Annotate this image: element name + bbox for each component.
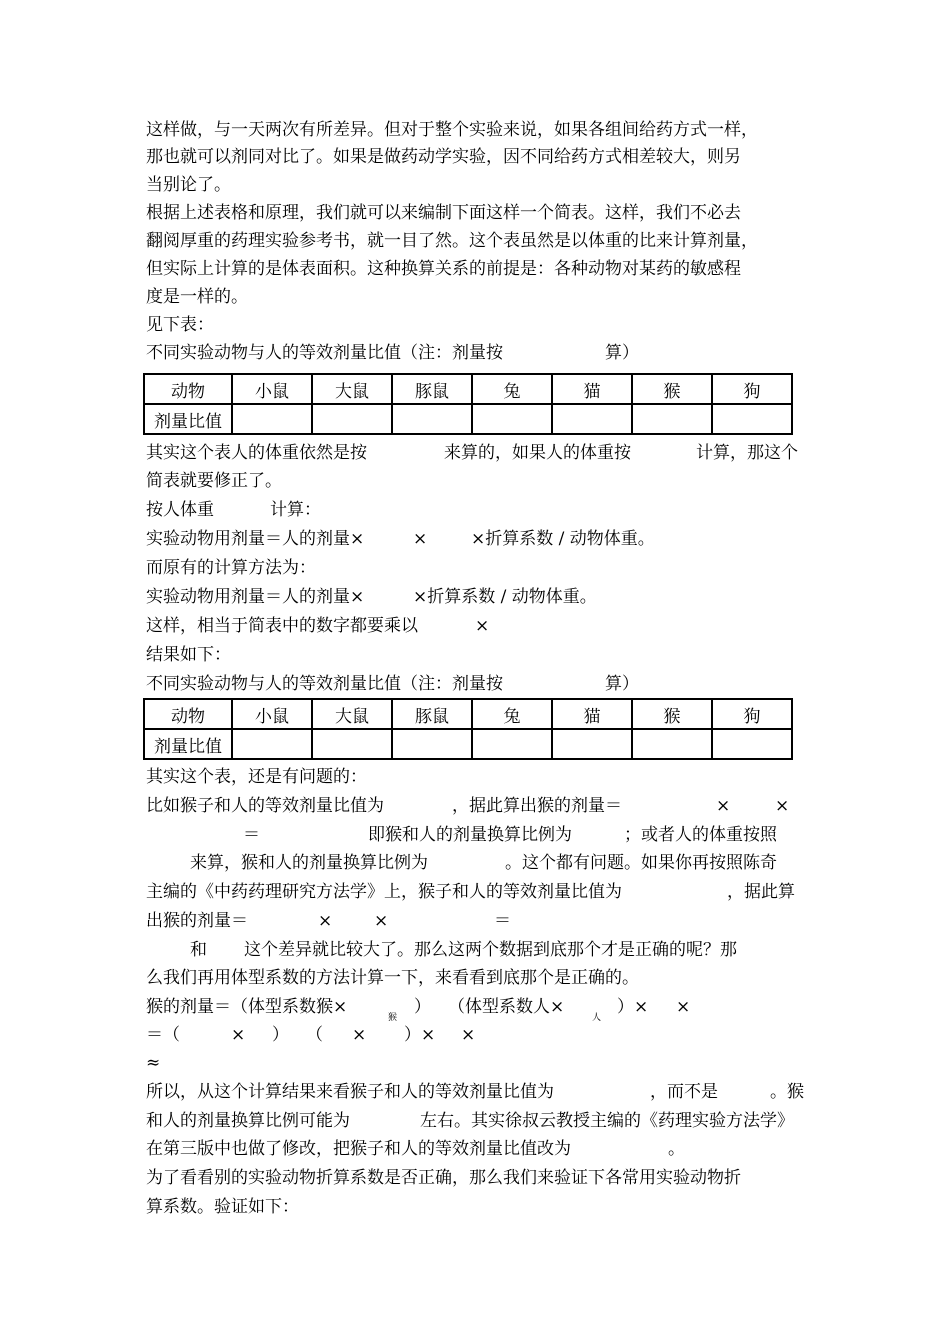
- value-cell: [552, 404, 632, 434]
- header-cell: 豚鼠: [392, 699, 472, 729]
- formula-text: （体型系数人×: [448, 997, 565, 1017]
- formula-text: ）×: [404, 1025, 436, 1045]
- text-segment: ，据此算出猴的剂量＝: [452, 796, 622, 816]
- text-line: 度是一样的。: [146, 287, 248, 307]
- subscript-text: 人: [592, 1013, 602, 1023]
- table-row: [144, 404, 792, 434]
- dose-ratio-table-1: [143, 373, 793, 435]
- text-segment: ×: [775, 796, 790, 816]
- formula-text: 实验动物用剂量＝人的剂量×: [146, 529, 365, 549]
- formula-text: 猴的剂量＝（体型系数猴×: [146, 997, 348, 1017]
- text-segment: ×: [374, 911, 389, 931]
- header-cell: 小鼠: [232, 374, 312, 404]
- text-line: 为了看看别的实验动物折算系数是否正确，那么我们来验证下各常用实验动物折: [146, 1168, 741, 1188]
- text-line: 当别论了。: [146, 175, 231, 195]
- row-label-cell: 剂量比值: [144, 404, 232, 434]
- value-cell: [472, 404, 552, 434]
- text-line: 翻阅厚重的药理实验参考书，就一目了然。这个表虽然是以体重的比来计算剂量，: [146, 231, 758, 251]
- text-segment: 。: [668, 1139, 685, 1159]
- subscript-text: 猴: [388, 1013, 398, 1023]
- text-segment: 出猴的剂量＝: [146, 911, 248, 931]
- dose-ratio-table-2: [143, 698, 793, 760]
- value-cell: [632, 404, 712, 434]
- table-caption-end: 算）: [605, 674, 639, 694]
- text-segment: 按人体重: [146, 500, 214, 520]
- value-cell: [712, 729, 792, 759]
- text-line: 结果如下：: [146, 645, 231, 665]
- text-line: 简表就要修正了。: [146, 471, 282, 491]
- header-cell: 大鼠: [312, 374, 392, 404]
- header-cell: 猴: [632, 374, 712, 404]
- text-line: 见下表：: [146, 315, 214, 335]
- header-cell: 猫: [552, 699, 632, 729]
- text-segment: ＝: [494, 911, 511, 931]
- text-segment: 即猴和人的剂量换算比例为: [368, 825, 572, 845]
- header-cell: 豚鼠: [392, 374, 472, 404]
- header-cell: 猫: [552, 374, 632, 404]
- formula-text: ×: [413, 529, 428, 549]
- formula-text: ≈: [146, 1053, 161, 1073]
- value-cell: [312, 729, 392, 759]
- header-cell: 猴: [632, 699, 712, 729]
- text-segment: 所以，从这个计算结果来看猴子和人的等效剂量比值为: [146, 1082, 554, 1102]
- table-caption: 不同实验动物与人的等效剂量比值（注：剂量按: [146, 674, 503, 694]
- value-cell: [712, 404, 792, 434]
- text-segment: ×: [716, 796, 731, 816]
- value-cell: [392, 404, 472, 434]
- text-line: 其实这个表，还是有问题的：: [146, 767, 367, 787]
- table-caption-end: 算）: [605, 343, 639, 363]
- formula-text: ）×: [617, 997, 649, 1017]
- text-segment: 计算，那这个: [696, 443, 798, 463]
- value-cell: [392, 729, 472, 759]
- value-cell: [232, 404, 312, 434]
- header-cell: 动物: [144, 374, 232, 404]
- formula-text: ×折算系数 / 动物体重。: [471, 529, 655, 549]
- text-segment: 主编的《中药药理研究方法学》上，猴子和人的等效剂量比值为: [146, 882, 622, 902]
- text-segment: ，而不是: [650, 1082, 718, 1102]
- text-segment: 其实这个表人的体重依然是按: [146, 443, 367, 463]
- text-segment: 左右。其实徐叔云教授主编的《药理实验方法学》: [420, 1111, 794, 1131]
- formula-text: ）: [414, 997, 431, 1017]
- formula-text: ）: [272, 1025, 289, 1045]
- formula-text: 实验动物用剂量＝人的剂量×: [146, 587, 365, 607]
- value-cell: [232, 729, 312, 759]
- table-row: [144, 729, 792, 759]
- text-segment: 。猴: [770, 1082, 804, 1102]
- text-line: 根据上述表格和原理，我们就可以来编制下面这样一个简表。这样，我们不必去: [146, 203, 741, 223]
- text-segment: 和: [190, 940, 207, 960]
- text-segment: 计算：: [270, 500, 321, 520]
- header-cell: 小鼠: [232, 699, 312, 729]
- text-line: 那也就可以剂同对比了。如果是做药动学实验，因不同给药方式相差较大，则另: [146, 147, 741, 167]
- formula-text: ×: [231, 1025, 246, 1045]
- row-label-cell: 剂量比值: [144, 729, 232, 759]
- formula-text: （: [306, 1025, 323, 1045]
- value-cell: [312, 404, 392, 434]
- text-line: 这样做，与一天两次有所差异。但对于整个实验来说，如果各组间给药方式一样，: [146, 120, 758, 140]
- value-cell: [552, 729, 632, 759]
- text-segment: 来算，猴和人的剂量换算比例为: [190, 853, 428, 873]
- text-segment: 这个差异就比较大了。那么这两个数据到底那个才是正确的呢？那: [244, 940, 737, 960]
- text-segment: 比如猴子和人的等效剂量比值为: [146, 796, 384, 816]
- text-line: 算系数。验证如下：: [146, 1197, 299, 1217]
- value-cell: [472, 729, 552, 759]
- header-cell: 狗: [712, 699, 792, 729]
- formula-text: ×: [461, 1025, 476, 1045]
- text-segment: 和人的剂量换算比例可能为: [146, 1111, 350, 1131]
- text-segment: 在第三版中也做了修改，把猴子和人的等效剂量比值改为: [146, 1139, 571, 1159]
- formula-text: ＝（: [146, 1025, 180, 1045]
- header-cell: 狗: [712, 374, 792, 404]
- table-header-row: [144, 374, 792, 404]
- text-segment: ；或者人的体重按照: [624, 825, 777, 845]
- text-segment: ×: [318, 911, 333, 931]
- text-segment: 这样，相当于简表中的数字都要乘以: [146, 616, 418, 636]
- text-line: 么我们再用体型系数的方法计算一下，来看看到底那个是正确的。: [146, 968, 639, 988]
- text-segment: 。这个都有问题。如果你再按照陈奇: [505, 853, 777, 873]
- table-header-row: [144, 699, 792, 729]
- text-line: 而原有的计算方法为：: [146, 558, 316, 578]
- text-segment: ，据此算: [727, 882, 795, 902]
- header-cell: 动物: [144, 699, 232, 729]
- header-cell: 兔: [472, 699, 552, 729]
- text-segment: ×: [475, 616, 490, 636]
- text-segment: ＝: [243, 825, 260, 845]
- table-caption: 不同实验动物与人的等效剂量比值（注：剂量按: [146, 343, 503, 363]
- formula-text: ×折算系数 / 动物体重。: [413, 587, 597, 607]
- text-line: 但实际上计算的是体表面积。这种换算关系的前提是：各种动物对某药的敏感程: [146, 259, 741, 279]
- header-cell: 兔: [472, 374, 552, 404]
- formula-text: ×: [352, 1025, 367, 1045]
- formula-text: ×: [676, 997, 691, 1017]
- value-cell: [632, 729, 712, 759]
- header-cell: 大鼠: [312, 699, 392, 729]
- text-segment: 来算的，如果人的体重按: [444, 443, 631, 463]
